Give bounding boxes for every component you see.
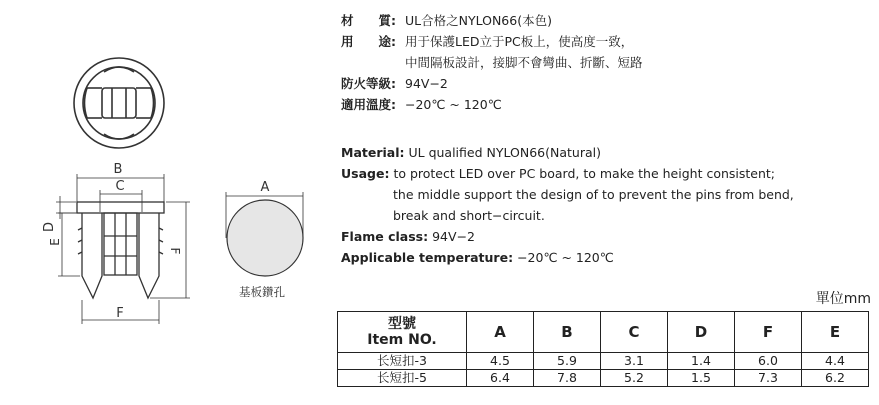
en-temp-row xyxy=(341,247,794,268)
header-e: E xyxy=(802,312,869,353)
dim-b-label: B xyxy=(113,162,123,177)
en-usage-line3: break and short−circuit. xyxy=(393,208,545,223)
header-f: F xyxy=(735,312,802,353)
cn-usage-label: 用 途: xyxy=(341,34,396,49)
cell-a: 4.5 xyxy=(467,353,534,370)
cn-usage-row xyxy=(341,31,643,52)
en-usage-line2: the middle support the design of to prevent the pins from bend, xyxy=(393,187,794,202)
table-row xyxy=(338,353,869,370)
cell-e: 4.4 xyxy=(802,353,869,370)
cell-item: 长短扣-5 xyxy=(338,370,467,387)
spec-chinese xyxy=(341,10,643,115)
dim-f-side-label: F xyxy=(168,247,182,255)
side-view xyxy=(77,202,164,298)
en-material-value: UL qualified NYLON66(Natural) xyxy=(408,145,601,160)
cn-temp-label: 適用溫度: xyxy=(341,97,396,112)
en-material-row xyxy=(341,142,794,163)
dim-c-label: C xyxy=(115,179,125,194)
table-row xyxy=(338,370,869,387)
spec-table xyxy=(337,311,869,387)
header-d: D xyxy=(668,312,735,353)
en-usage-line1: to protect LED over PC board, to make the height consistent; xyxy=(393,166,776,181)
cn-usage-line2: 中間隔板設計，接脚不會彎曲、折斷、短路 xyxy=(405,55,643,70)
en-usage-label: Usage: xyxy=(341,166,390,181)
en-fire-value: 94V−2 xyxy=(432,229,475,244)
en-material-label: Material: xyxy=(341,145,405,160)
en-temp-value: −20℃ ~ 120℃ xyxy=(517,250,614,265)
en-fire-label: Flame class: xyxy=(341,229,429,244)
header-c: C xyxy=(601,312,668,353)
cn-material-row xyxy=(341,10,643,31)
cell-f: 7.3 xyxy=(735,370,802,387)
cell-item: 长短扣-3 xyxy=(338,353,467,370)
dim-f-bottom-label: F xyxy=(116,306,124,321)
pcb-hole-view xyxy=(227,180,303,299)
spec-english xyxy=(341,142,794,268)
cn-usage-row-2 xyxy=(341,52,643,73)
table-header-row xyxy=(338,312,869,353)
unit-label: 單位mm xyxy=(815,291,871,307)
en-temp-label: Applicable temperature: xyxy=(341,250,514,265)
header-item xyxy=(338,312,467,353)
dim-e-label: E xyxy=(48,238,62,246)
cn-temp-row xyxy=(341,94,643,115)
cn-fire-value: 94V−2 xyxy=(405,76,448,91)
top-view xyxy=(74,58,164,148)
dim-a-label: A xyxy=(260,180,270,195)
cell-c: 5.2 xyxy=(601,370,668,387)
cell-b: 5.9 xyxy=(534,353,601,370)
cell-e: 6.2 xyxy=(802,370,869,387)
cn-fire-label: 防火等級: xyxy=(341,76,396,91)
cell-d: 1.5 xyxy=(668,370,735,387)
cell-f: 6.0 xyxy=(735,353,802,370)
cell-d: 1.4 xyxy=(668,353,735,370)
header-a: A xyxy=(467,312,534,353)
pcb-hole-label: 基板鑽孔 xyxy=(239,285,285,299)
header-item-en: Item NO. xyxy=(367,332,437,348)
cell-c: 3.1 xyxy=(601,353,668,370)
dim-d-label: D xyxy=(42,221,57,233)
cn-usage-line1: 用于保護LED立于PC板上，使高度一致， xyxy=(405,34,634,49)
cn-temp-value: −20℃ ~ 120℃ xyxy=(405,97,502,112)
cn-material-label: 材 質: xyxy=(341,13,396,28)
cn-material-value: UL合格之NYLON66(本色) xyxy=(405,13,552,28)
cell-a: 6.4 xyxy=(467,370,534,387)
cn-fire-row xyxy=(341,73,643,94)
technical-drawing xyxy=(0,0,330,405)
en-usage-row xyxy=(341,163,794,184)
en-fire-row xyxy=(341,226,794,247)
header-b: B xyxy=(534,312,601,353)
cell-b: 7.8 xyxy=(534,370,601,387)
header-item-cn: 型號 xyxy=(388,316,416,332)
